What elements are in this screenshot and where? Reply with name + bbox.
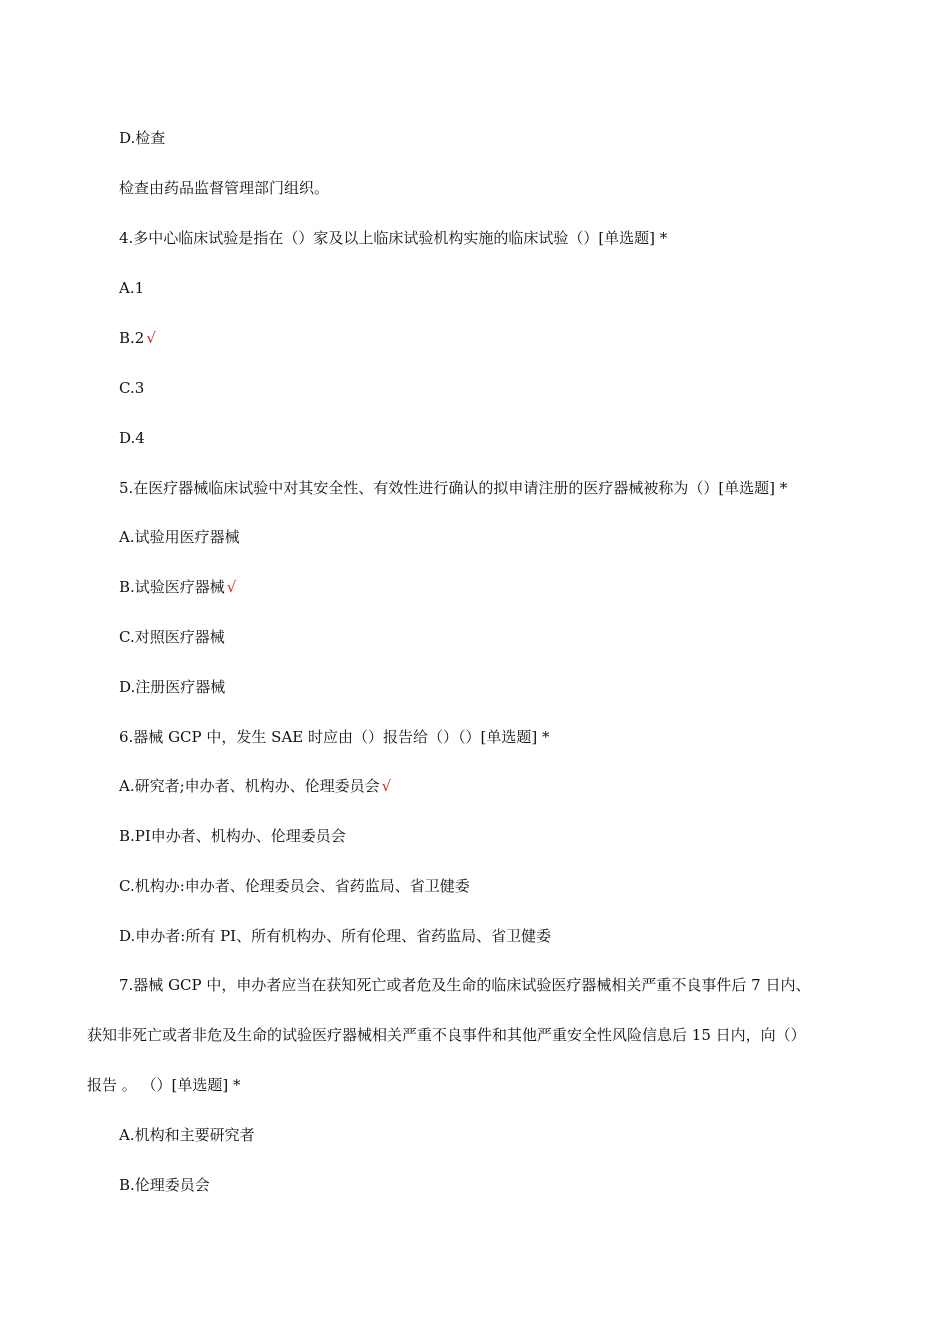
question-5-stem: 5.在医疗器械临床试验中对其安全性、有效性进行确认的拟申请注册的医疗器械被称为（）[单选题] *	[119, 479, 788, 497]
question-6-stem: 6.器械 GCP 中，发生 SAE 时应由（）报告给（）（）[单选题] *	[119, 728, 550, 746]
q5-option-b: B.试验医疗器械 √	[119, 578, 237, 596]
question-4-stem: 4.多中心临床试验是指在（）家及以上临床试验机构实施的临床试验（）[单选题] *	[119, 229, 668, 247]
q5-option-c: C.对照医疗器械	[119, 628, 225, 646]
prev-option-d: D.检查	[119, 129, 166, 147]
question-7-stem-line-3: 报告 。 （）[单选题] *	[87, 1076, 241, 1094]
q4-option-c: C.3	[119, 379, 145, 397]
q6-option-b: B.PI申办者、机构办、伦理委员会	[119, 827, 346, 845]
q5-option-d: D.注册医疗器械	[119, 678, 226, 696]
q7-option-b: B.伦理委员会	[119, 1176, 210, 1194]
q7-option-a: A.机构和主要研究者	[119, 1126, 255, 1144]
q6-option-d: D.申办者:所有 PI、所有机构办、所有伦理、省药监局、省卫健委	[119, 927, 552, 945]
q4-option-d: D.4	[119, 429, 145, 447]
q5-option-a: A.试验用医疗器械	[119, 528, 240, 546]
q4-option-a: A.1	[119, 279, 145, 297]
q6-option-a: A.研究者;申办者、机构办、伦理委员会 √	[119, 777, 392, 795]
prev-explanation: 检查由药品监督管理部门组织。	[119, 179, 330, 197]
question-7-stem-line-2: 获知非死亡或者非危及生命的试验医疗器械相关严重不良事件和其他严重安全性风险信息后 15 日内，向（）	[87, 1026, 806, 1044]
q6-option-c: C.机构办:申办者、伦理委员会、省药监局、省卫健委	[119, 877, 470, 895]
q4-option-b: B.2 √	[119, 329, 156, 347]
question-7-stem-line-1: 7.器械 GCP 中，申办者应当在获知死亡或者危及生命的临床试验医疗器械相关严重不良事件后 7 日内、	[119, 976, 811, 994]
check-icon: √	[226, 578, 237, 596]
check-icon: √	[146, 329, 156, 347]
check-icon: √	[381, 777, 392, 795]
